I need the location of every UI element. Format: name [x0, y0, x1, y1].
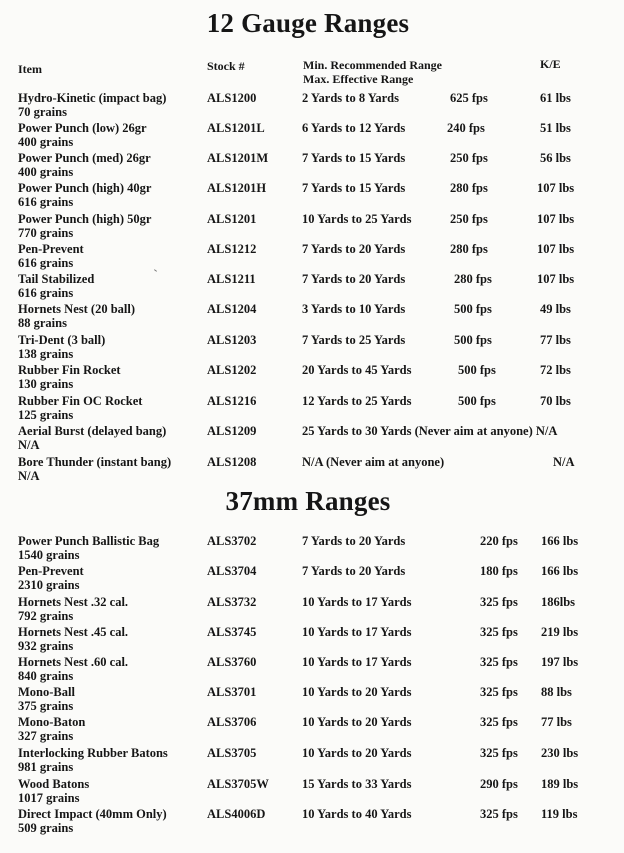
item-grains: 138 grains	[18, 347, 74, 361]
table-row	[0, 455, 624, 485]
item-grains: N/A	[18, 469, 40, 483]
item-grains: 88 grains	[18, 316, 67, 330]
item-grains: 2310 grains	[18, 578, 80, 592]
range: 10 Yards to 20 Yards	[302, 746, 412, 760]
range: 10 Yards to 17 Yards	[302, 655, 412, 669]
kinetic-energy: 61 lbs	[540, 91, 571, 105]
stock-number: ALS4006D	[207, 807, 266, 821]
item-name: Tri-Dent (3 ball)	[18, 333, 106, 347]
item-grains: 509 grains	[18, 821, 74, 835]
item-grains: 616 grains	[18, 195, 74, 209]
velocity: 325 fps	[480, 807, 518, 821]
range: 10 Yards to 17 Yards	[302, 595, 412, 609]
range: 15 Yards to 33 Yards	[302, 777, 412, 791]
range: 10 Yards to 20 Yards	[302, 715, 412, 729]
kinetic-energy: 166 lbs	[541, 564, 579, 578]
range: 7 Yards to 20 Yards	[302, 272, 406, 286]
stock-number: ALS1201L	[207, 121, 265, 135]
kinetic-energy: 186lbs	[541, 595, 576, 609]
range: 7 Yards to 20 Yards	[302, 534, 406, 548]
table-row	[0, 242, 624, 272]
item-name: Hornets Nest .45 cal.	[18, 625, 129, 639]
table-row	[0, 715, 624, 745]
stock-number: ALS3705	[207, 746, 257, 760]
item-grains: 1017 grains	[18, 791, 80, 805]
item-name: Power Punch (low) 26gr	[18, 121, 147, 135]
table-row	[0, 394, 624, 424]
item-grains: N/A	[18, 438, 40, 452]
table-row	[0, 121, 624, 151]
column-header-max-range: Max. Effective Range	[303, 72, 414, 86]
table-row	[0, 272, 624, 302]
item-grains: 616 grains	[18, 256, 74, 270]
kinetic-energy: 77 lbs	[540, 333, 571, 347]
range: 10 Yards to 17 Yards	[302, 625, 412, 639]
range: N/A (Never aim at anyone)	[302, 455, 445, 469]
kinetic-energy: 119 lbs	[541, 807, 578, 821]
item-grains: 125 grains	[18, 408, 74, 422]
range: 10 Yards to 40 Yards	[302, 807, 412, 821]
item-grains: 327 grains	[18, 729, 74, 743]
kinetic-energy: 166 lbs	[541, 534, 579, 548]
range: 2 Yards to 8 Yards	[302, 91, 399, 105]
kinetic-energy: 70 lbs	[540, 394, 571, 408]
table-row	[0, 595, 624, 625]
velocity: 325 fps	[480, 746, 518, 760]
stock-number: ALS1202	[207, 363, 257, 377]
table-row	[0, 685, 624, 715]
item-grains: 375 grains	[18, 699, 74, 713]
table-row	[0, 534, 624, 564]
item-name: Power Punch Ballistic Bag	[18, 534, 160, 548]
table-row	[0, 212, 624, 242]
stock-number: ALS1209	[207, 424, 257, 438]
velocity: 280 fps	[450, 181, 488, 195]
table-row	[0, 746, 624, 776]
item-name: Hydro-Kinetic (impact bag)	[18, 91, 167, 105]
velocity: 500 fps	[454, 302, 492, 316]
item-grains: 400 grains	[18, 165, 74, 179]
velocity: 500 fps	[458, 363, 496, 377]
column-header-stock: Stock #	[207, 59, 245, 73]
item-name: Mono-Ball	[18, 685, 75, 699]
range: 20 Yards to 45 Yards	[302, 363, 412, 377]
item-name: Rubber Fin Rocket	[18, 363, 121, 377]
item-name: Hornets Nest (20 ball)	[18, 302, 135, 316]
item-name: Wood Batons	[18, 777, 90, 791]
item-name: Rubber Fin OC Rocket	[18, 394, 143, 408]
kinetic-energy: 88 lbs	[541, 685, 572, 699]
range: 7 Yards to 25 Yards	[302, 333, 406, 347]
kinetic-energy: 77 lbs	[541, 715, 572, 729]
stock-number: ALS1201M	[207, 151, 269, 165]
kinetic-energy: 219 lbs	[541, 625, 579, 639]
kinetic-energy: 189 lbs	[541, 777, 579, 791]
item-name: Pen-Prevent	[18, 242, 84, 256]
kinetic-energy: 107 lbs	[537, 181, 575, 195]
table-row	[0, 91, 624, 121]
range: 7 Yards to 15 Yards	[302, 151, 406, 165]
table-row	[0, 807, 624, 837]
velocity: 625 fps	[450, 91, 488, 105]
column-header-ke: K/E	[540, 57, 561, 71]
kinetic-energy: 56 lbs	[540, 151, 571, 165]
velocity: 500 fps	[458, 394, 496, 408]
velocity: 280 fps	[450, 242, 488, 256]
item-name: Power Punch (high) 40gr	[18, 181, 152, 195]
item-grains: 932 grains	[18, 639, 74, 653]
velocity: 325 fps	[480, 595, 518, 609]
item-grains: 770 grains	[18, 226, 74, 240]
item-grains: 792 grains	[18, 609, 74, 623]
stock-number: ALS1212	[207, 242, 257, 256]
item-grains: 1540 grains	[18, 548, 80, 562]
stock-number: ALS3701	[207, 685, 257, 699]
table-row	[0, 181, 624, 211]
item-name: Hornets Nest .32 cal.	[18, 595, 129, 609]
stock-number: ALS3745	[207, 625, 257, 639]
section-title-12-gauge: 12 Gauge Ranges	[206, 8, 410, 38]
stock-number: ALS1216	[207, 394, 257, 408]
range: 7 Yards to 20 Yards	[302, 242, 406, 256]
stock-number: ALS1201H	[207, 181, 267, 195]
table-row	[0, 424, 624, 454]
stock-number: ALS3706	[207, 715, 257, 729]
kinetic-energy: 72 lbs	[540, 363, 571, 377]
stock-number: ALS1208	[207, 455, 257, 469]
item-name: Aerial Burst (delayed bang)	[18, 424, 167, 438]
item-name: Power Punch (med) 26gr	[18, 151, 151, 165]
table-row	[0, 625, 624, 655]
range: 3 Yards to 10 Yards	[302, 302, 406, 316]
table-row	[0, 151, 624, 181]
item-name: Power Punch (high) 50gr	[18, 212, 152, 226]
velocity: 220 fps	[480, 534, 518, 548]
kinetic-energy: 230 lbs	[541, 746, 579, 760]
velocity: 280 fps	[454, 272, 492, 286]
table-row	[0, 564, 624, 594]
velocity: 240 fps	[447, 121, 485, 135]
stock-number: ALS1211	[207, 272, 256, 286]
table-row	[0, 333, 624, 363]
kinetic-energy: N/A	[553, 455, 575, 469]
velocity: 325 fps	[480, 715, 518, 729]
range: 6 Yards to 12 Yards	[302, 121, 406, 135]
stock-number: ALS3760	[207, 655, 257, 669]
item-name: Tail Stabilized	[18, 272, 95, 286]
kinetic-energy: 49 lbs	[540, 302, 571, 316]
kinetic-energy: 197 lbs	[541, 655, 579, 669]
item-grains: 130 grains	[18, 377, 74, 391]
velocity: 290 fps	[480, 777, 518, 791]
stock-number: ALS1201	[207, 212, 257, 226]
velocity: 325 fps	[480, 625, 518, 639]
item-grains: 70 grains	[18, 105, 67, 119]
stock-number: ALS1200	[207, 91, 257, 105]
velocity: 500 fps	[454, 333, 492, 347]
range: 12 Yards to 25 Yards	[302, 394, 412, 408]
velocity: 250 fps	[450, 212, 488, 226]
kinetic-energy: 107 lbs	[537, 212, 575, 226]
item-name: Hornets Nest .60 cal.	[18, 655, 129, 669]
stock-number: ALS1203	[207, 333, 257, 347]
item-grains: 616 grains	[18, 286, 74, 300]
range: 10 Yards to 20 Yards	[302, 685, 412, 699]
velocity: 250 fps	[450, 151, 488, 165]
table-row	[0, 655, 624, 685]
range: 10 Yards to 25 Yards	[302, 212, 412, 226]
item-name: Direct Impact (40mm Only)	[18, 807, 167, 821]
stock-number: ALS3732	[207, 595, 257, 609]
item-name: Mono-Baton	[18, 715, 86, 729]
range: 7 Yards to 20 Yards	[302, 564, 406, 578]
item-name: Bore Thunder (instant bang)	[18, 455, 172, 469]
table-row	[0, 777, 624, 807]
item-grains: 840 grains	[18, 669, 74, 683]
range: 25 Yards to 30 Yards (Never aim at anyone) N/A	[302, 424, 558, 438]
stock-number: ALS1204	[207, 302, 257, 316]
item-name: Interlocking Rubber Batons	[18, 746, 168, 760]
item-grains: 400 grains	[18, 135, 74, 149]
velocity: 325 fps	[480, 685, 518, 699]
kinetic-energy: 107 lbs	[537, 272, 575, 286]
item-name: Pen-Prevent	[18, 564, 84, 578]
stock-number: ALS3704	[207, 564, 257, 578]
kinetic-energy: 107 lbs	[537, 242, 575, 256]
section-title-37mm: 37mm Ranges	[225, 486, 391, 516]
column-header-item: Item	[18, 62, 42, 76]
table-row	[0, 302, 624, 332]
stock-number: ALS3705W	[207, 777, 269, 791]
velocity: 180 fps	[480, 564, 518, 578]
kinetic-energy: 51 lbs	[540, 121, 571, 135]
stock-number: ALS3702	[207, 534, 257, 548]
item-grains: 981 grains	[18, 760, 74, 774]
column-header-min-range: Min. Recommended Range	[303, 58, 442, 72]
table-row	[0, 363, 624, 393]
velocity: 325 fps	[480, 655, 518, 669]
range: 7 Yards to 15 Yards	[302, 181, 406, 195]
